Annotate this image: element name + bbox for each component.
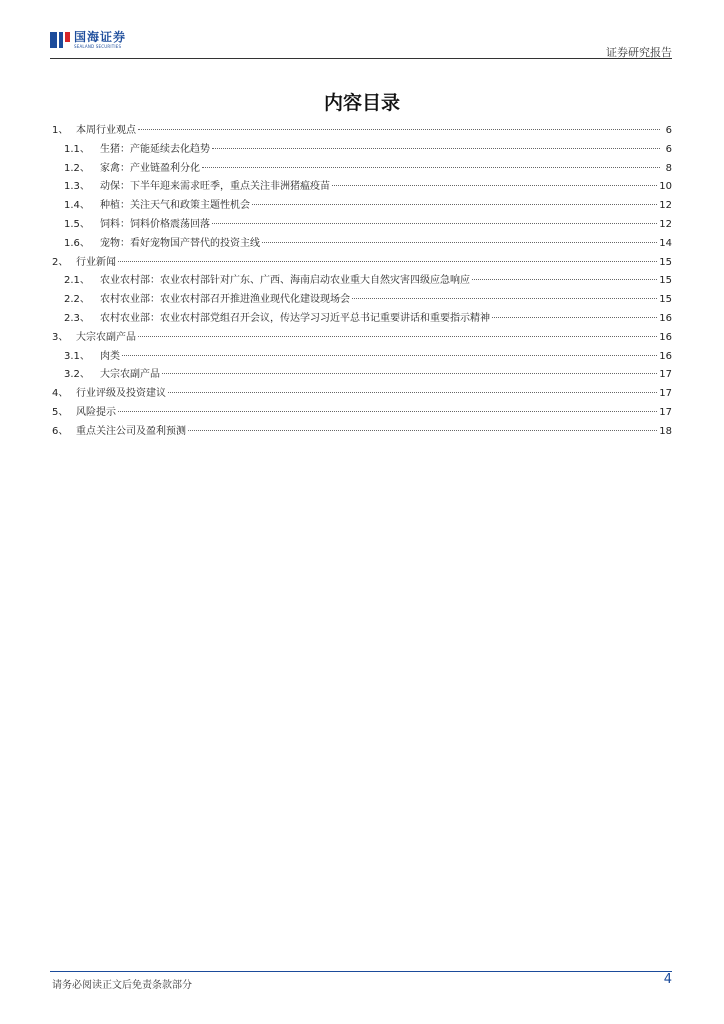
toc-entry-number: 2.3、 bbox=[64, 312, 90, 324]
toc-dot-leader bbox=[212, 148, 660, 149]
toc-entry[interactable] bbox=[52, 310, 672, 329]
toc-dot-leader bbox=[138, 336, 657, 337]
toc-dot-leader bbox=[202, 167, 660, 168]
toc-dot-leader bbox=[252, 204, 657, 205]
toc-entry-number: 1.4、 bbox=[64, 200, 90, 212]
page-title: 内容目录 bbox=[323, 92, 400, 114]
toc-entry-page: 16 bbox=[659, 331, 672, 343]
toc-entry-title: 种植：关注天气和政策主题性机会 bbox=[100, 200, 250, 212]
toc-entry-page: 16 bbox=[659, 350, 672, 362]
toc-entry-title: 风险提示 bbox=[76, 406, 116, 418]
toc-entry-number: 1、 bbox=[52, 125, 69, 136]
toc-entry-page: 14 bbox=[659, 237, 672, 249]
toc-dot-leader bbox=[472, 279, 657, 280]
toc-entry[interactable] bbox=[52, 122, 672, 141]
toc-entry[interactable] bbox=[52, 291, 672, 310]
toc-entry-number: 3、 bbox=[52, 331, 69, 343]
toc-dot-leader bbox=[122, 355, 657, 356]
logo-english-name: SEALAND SECURITIES bbox=[74, 44, 122, 49]
toc-entry-title: 宠物：看好宠物国产替代的投资主线 bbox=[100, 237, 260, 249]
footer-divider bbox=[50, 971, 672, 972]
toc-dot-leader bbox=[118, 411, 657, 412]
toc-entry-title: 大宗农副产品 bbox=[76, 331, 136, 343]
toc-entry[interactable] bbox=[52, 366, 672, 385]
toc-entry-number: 1.1、 bbox=[64, 143, 90, 155]
company-logo bbox=[50, 30, 126, 50]
toc-dot-leader bbox=[492, 317, 657, 318]
toc-entry-page: 6 bbox=[665, 125, 672, 136]
toc-entry-page: 6 bbox=[665, 143, 672, 155]
toc-entry-number: 1.5、 bbox=[64, 218, 90, 230]
toc-entry-page: 12 bbox=[659, 218, 672, 230]
toc-entry[interactable] bbox=[52, 348, 672, 367]
toc-entry-title: 饲料：饲料价格震荡回落 bbox=[100, 218, 210, 230]
toc-entry-page: 17 bbox=[659, 406, 672, 418]
toc-entry-page: 15 bbox=[659, 275, 672, 287]
toc-entry[interactable] bbox=[52, 197, 672, 216]
toc-dot-leader bbox=[212, 223, 657, 224]
toc-entry-number: 2、 bbox=[52, 256, 69, 268]
toc-entry[interactable] bbox=[52, 385, 672, 404]
toc-entry-page: 12 bbox=[659, 200, 672, 212]
toc-entry-number: 1.6、 bbox=[64, 237, 90, 249]
toc-entry[interactable] bbox=[52, 423, 672, 442]
page-header bbox=[50, 30, 672, 60]
toc-dot-leader bbox=[162, 373, 657, 374]
toc-entry-number: 6、 bbox=[52, 425, 69, 437]
toc-entry[interactable] bbox=[52, 235, 672, 254]
toc-dot-leader bbox=[352, 298, 657, 299]
toc-entry-title: 行业新闻 bbox=[76, 256, 116, 268]
toc-dot-leader bbox=[188, 430, 657, 431]
toc-entry-number: 3.1、 bbox=[64, 350, 90, 362]
toc-dot-leader bbox=[262, 242, 657, 243]
toc-entry[interactable] bbox=[52, 254, 672, 273]
toc-entry-title: 家禽：产业链盈利分化 bbox=[100, 162, 200, 174]
toc-entry-title: 生猪：产能延续去化趋势 bbox=[100, 143, 210, 155]
toc-entry-number: 1.3、 bbox=[64, 181, 90, 193]
toc-entry-number: 4、 bbox=[52, 388, 69, 400]
table-of-contents bbox=[52, 122, 672, 442]
toc-entry-title: 行业评级及投资建议 bbox=[76, 388, 166, 400]
toc-entry-page: 10 bbox=[659, 181, 672, 193]
toc-entry-title: 本周行业观点 bbox=[76, 125, 136, 136]
toc-entry[interactable] bbox=[52, 160, 672, 179]
toc-entry-page: 15 bbox=[659, 256, 672, 268]
toc-entry-page: 18 bbox=[659, 425, 672, 437]
toc-dot-leader bbox=[118, 261, 657, 262]
toc-entry-title: 农村农业部：农业农村部党组召开会议，传达学习习近平总书记重要讲话和重要指示精神 bbox=[100, 312, 490, 324]
page-number: 4 bbox=[663, 972, 672, 987]
toc-entry-number: 2.1、 bbox=[64, 275, 90, 287]
toc-entry[interactable] bbox=[52, 404, 672, 423]
toc-dot-leader bbox=[168, 392, 657, 393]
logo-mark-icon bbox=[50, 30, 70, 50]
toc-entry-page: 16 bbox=[659, 312, 672, 324]
toc-entry-title: 重点关注公司及盈利预测 bbox=[76, 425, 186, 437]
logo-chinese-name: 国海证券 bbox=[74, 30, 127, 44]
toc-dot-leader bbox=[138, 129, 660, 130]
toc-entry[interactable] bbox=[52, 272, 672, 291]
toc-dot-leader bbox=[332, 185, 657, 186]
toc-entry-page: 15 bbox=[659, 294, 672, 306]
toc-entry-title: 肉类 bbox=[100, 350, 120, 362]
toc-entry[interactable] bbox=[52, 178, 672, 197]
report-type-label: 证券研究报告 bbox=[606, 46, 672, 59]
toc-entry-page: 17 bbox=[659, 388, 672, 400]
toc-entry-title: 农村农业部：农业农村部召开推进渔业现代化建设现场会 bbox=[100, 294, 350, 306]
header-divider bbox=[50, 58, 672, 59]
toc-entry-title: 大宗农副产品 bbox=[100, 369, 160, 381]
toc-entry[interactable] bbox=[52, 141, 672, 160]
toc-entry-title: 农业农村部：农业农村部针对广东、广西、海南启动农业重大自然灾害四级应急响应 bbox=[100, 275, 470, 287]
toc-entry[interactable] bbox=[52, 216, 672, 235]
toc-entry-number: 1.2、 bbox=[64, 162, 90, 174]
toc-entry-number: 5、 bbox=[52, 406, 69, 418]
footer-disclaimer: 请务必阅读正文后免责条款部分 bbox=[52, 980, 192, 991]
toc-entry[interactable] bbox=[52, 329, 672, 348]
toc-entry-title: 动保：下半年迎来需求旺季，重点关注非洲猪瘟疫苗 bbox=[100, 181, 330, 193]
toc-entry-number: 3.2、 bbox=[64, 369, 90, 381]
toc-entry-number: 2.2、 bbox=[64, 294, 90, 306]
toc-entry-page: 8 bbox=[665, 162, 672, 174]
toc-entry-page: 17 bbox=[659, 369, 672, 381]
